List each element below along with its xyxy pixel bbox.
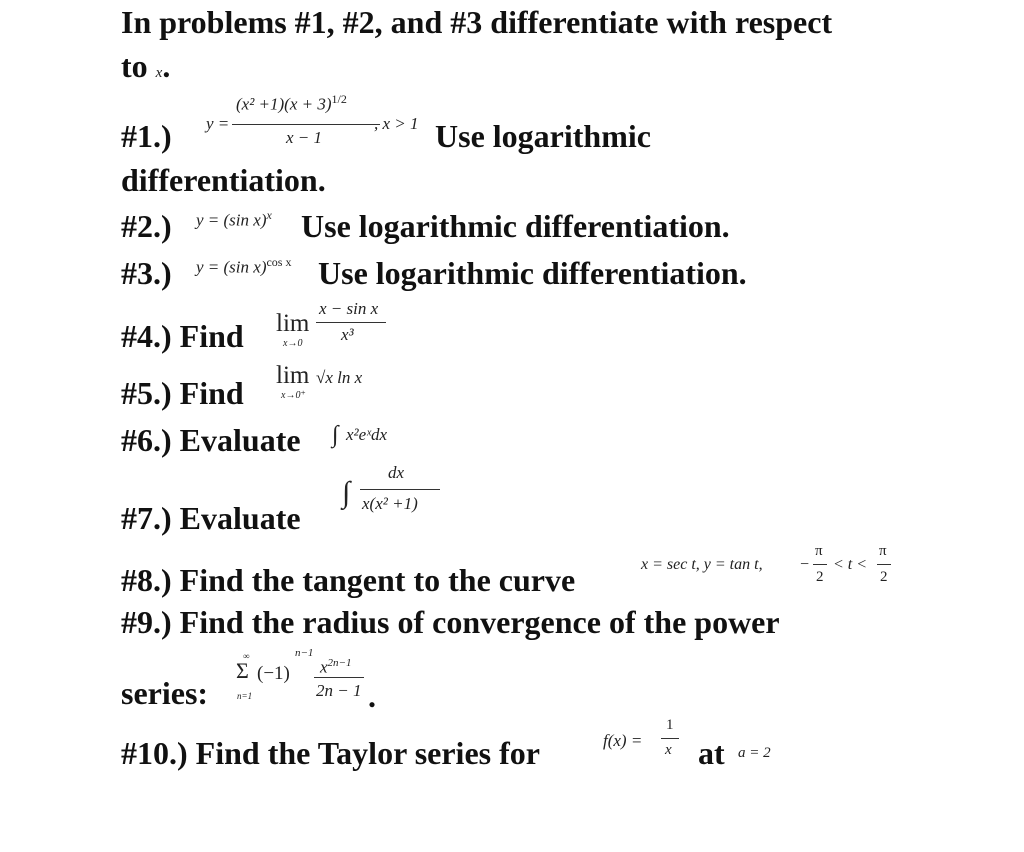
problem-1-instruction: Use logarithmic bbox=[435, 118, 651, 154]
intro-line-2 bbox=[121, 48, 170, 85]
problem-1-denominator: x − 1 bbox=[286, 128, 323, 147]
problem-9-label-cont: series: bbox=[121, 675, 209, 711]
problem-2-formula: y = (sin x)$^x$ bbox=[196, 208, 272, 230]
problem-10-denominator: x bbox=[665, 742, 672, 758]
intro-variable-x: x bbox=[155, 65, 163, 81]
problem-7-denominator: x(x² +1) bbox=[362, 494, 418, 513]
problem-6-label: #6.) Evaluate bbox=[121, 422, 301, 458]
problem-1-fraction-bar bbox=[232, 124, 380, 125]
problem-5-expr: √x ln x bbox=[316, 368, 363, 387]
problem-8-two-right: 2 bbox=[880, 569, 888, 585]
problem-1-numerator: $(x^2 +1)(x + 3)^{1/2}$ bbox=[236, 92, 347, 114]
problem-9-sum-bottom: n=1 bbox=[237, 691, 253, 701]
problem-8-range-mid: < t < bbox=[833, 556, 868, 573]
problem-5-lim: lim bbox=[276, 362, 310, 389]
problem-4-denominator: x³ bbox=[341, 325, 354, 344]
problem-8-label: #8.) Find the tangent to the curve bbox=[121, 562, 576, 598]
intro-to: to bbox=[121, 48, 148, 84]
problem-3-label: #3.) bbox=[121, 255, 172, 291]
problem-10-numerator: 1 bbox=[666, 717, 674, 733]
problem-5-lim-sub: x→0⁺ bbox=[281, 390, 306, 401]
intro-line-1: In problems #1, #2, and #3 differentiate with respect bbox=[121, 4, 833, 40]
problem-1-condition: , x > 1 bbox=[374, 114, 419, 133]
problem-4-lim-sub: x→0 bbox=[283, 338, 303, 349]
problem-9-period: . bbox=[368, 678, 376, 714]
problem-6-integral-sign: ∫ bbox=[332, 422, 339, 448]
problem-3-formula: y = (sin x)$^{cos x}$ bbox=[196, 255, 292, 277]
intro-period: . bbox=[162, 48, 171, 84]
problem-8-pi-right: π bbox=[879, 543, 887, 559]
problem-7-label: #7.) Evaluate bbox=[121, 500, 301, 536]
problem-5-label: #5.) Find bbox=[121, 375, 244, 411]
problem-7-integral-sign: ∫ bbox=[342, 476, 351, 509]
problem-10-label: #10.) Find the Taylor series for bbox=[121, 735, 540, 771]
problem-9-sum-top: ∞ bbox=[243, 651, 250, 661]
problem-4-label: #4.) Find bbox=[121, 318, 244, 354]
problem-9-label: #9.) Find the radius of convergence of the power bbox=[121, 604, 780, 640]
problem-6-expr: x²eˣdx bbox=[346, 425, 388, 444]
problem-9-factor: (−1) bbox=[257, 663, 290, 684]
problem-10-fraction-bar bbox=[661, 738, 679, 739]
problem-4-lim: lim bbox=[276, 310, 310, 337]
problem-8-frac-bar-right bbox=[877, 564, 891, 565]
problem-3-instruction: Use logarithmic differentiation. bbox=[318, 255, 747, 291]
problem-9-fraction-bar bbox=[314, 677, 364, 678]
problem-10-a-value: a = 2 bbox=[738, 745, 771, 761]
problem-4-fraction-bar bbox=[316, 322, 386, 323]
problem-9-sum-sign: Σ bbox=[236, 658, 249, 683]
problem-7-numerator: dx bbox=[388, 463, 405, 482]
problem-8-curve: x = sec t, y = tan t, bbox=[641, 556, 763, 573]
problem-9-factor-exp: n−1 bbox=[295, 647, 314, 659]
problem-8-two-left: 2 bbox=[816, 569, 824, 585]
problem-9-denominator: 2n − 1 bbox=[316, 681, 362, 700]
problem-2-label: #2.) bbox=[121, 208, 172, 244]
problem-7-fraction-bar bbox=[360, 489, 440, 490]
problem-9-numerator: $x^{2n-1}$ bbox=[320, 657, 352, 677]
problem-10-at: at bbox=[698, 735, 725, 771]
problem-8-pi-left: π bbox=[815, 543, 823, 559]
problem-8-minus: − bbox=[800, 556, 810, 573]
problem-1-y-eq: y = bbox=[206, 114, 230, 133]
problem-2-instruction: Use logarithmic differentiation. bbox=[301, 208, 730, 244]
problem-10-fx: f(x) = bbox=[603, 731, 643, 750]
problem-1-instruction-cont: differentiation. bbox=[121, 162, 326, 198]
problem-4-numerator: x − sin x bbox=[319, 299, 379, 318]
problem-1-label: #1.) bbox=[121, 118, 172, 154]
problem-8-frac-bar-left bbox=[813, 564, 827, 565]
